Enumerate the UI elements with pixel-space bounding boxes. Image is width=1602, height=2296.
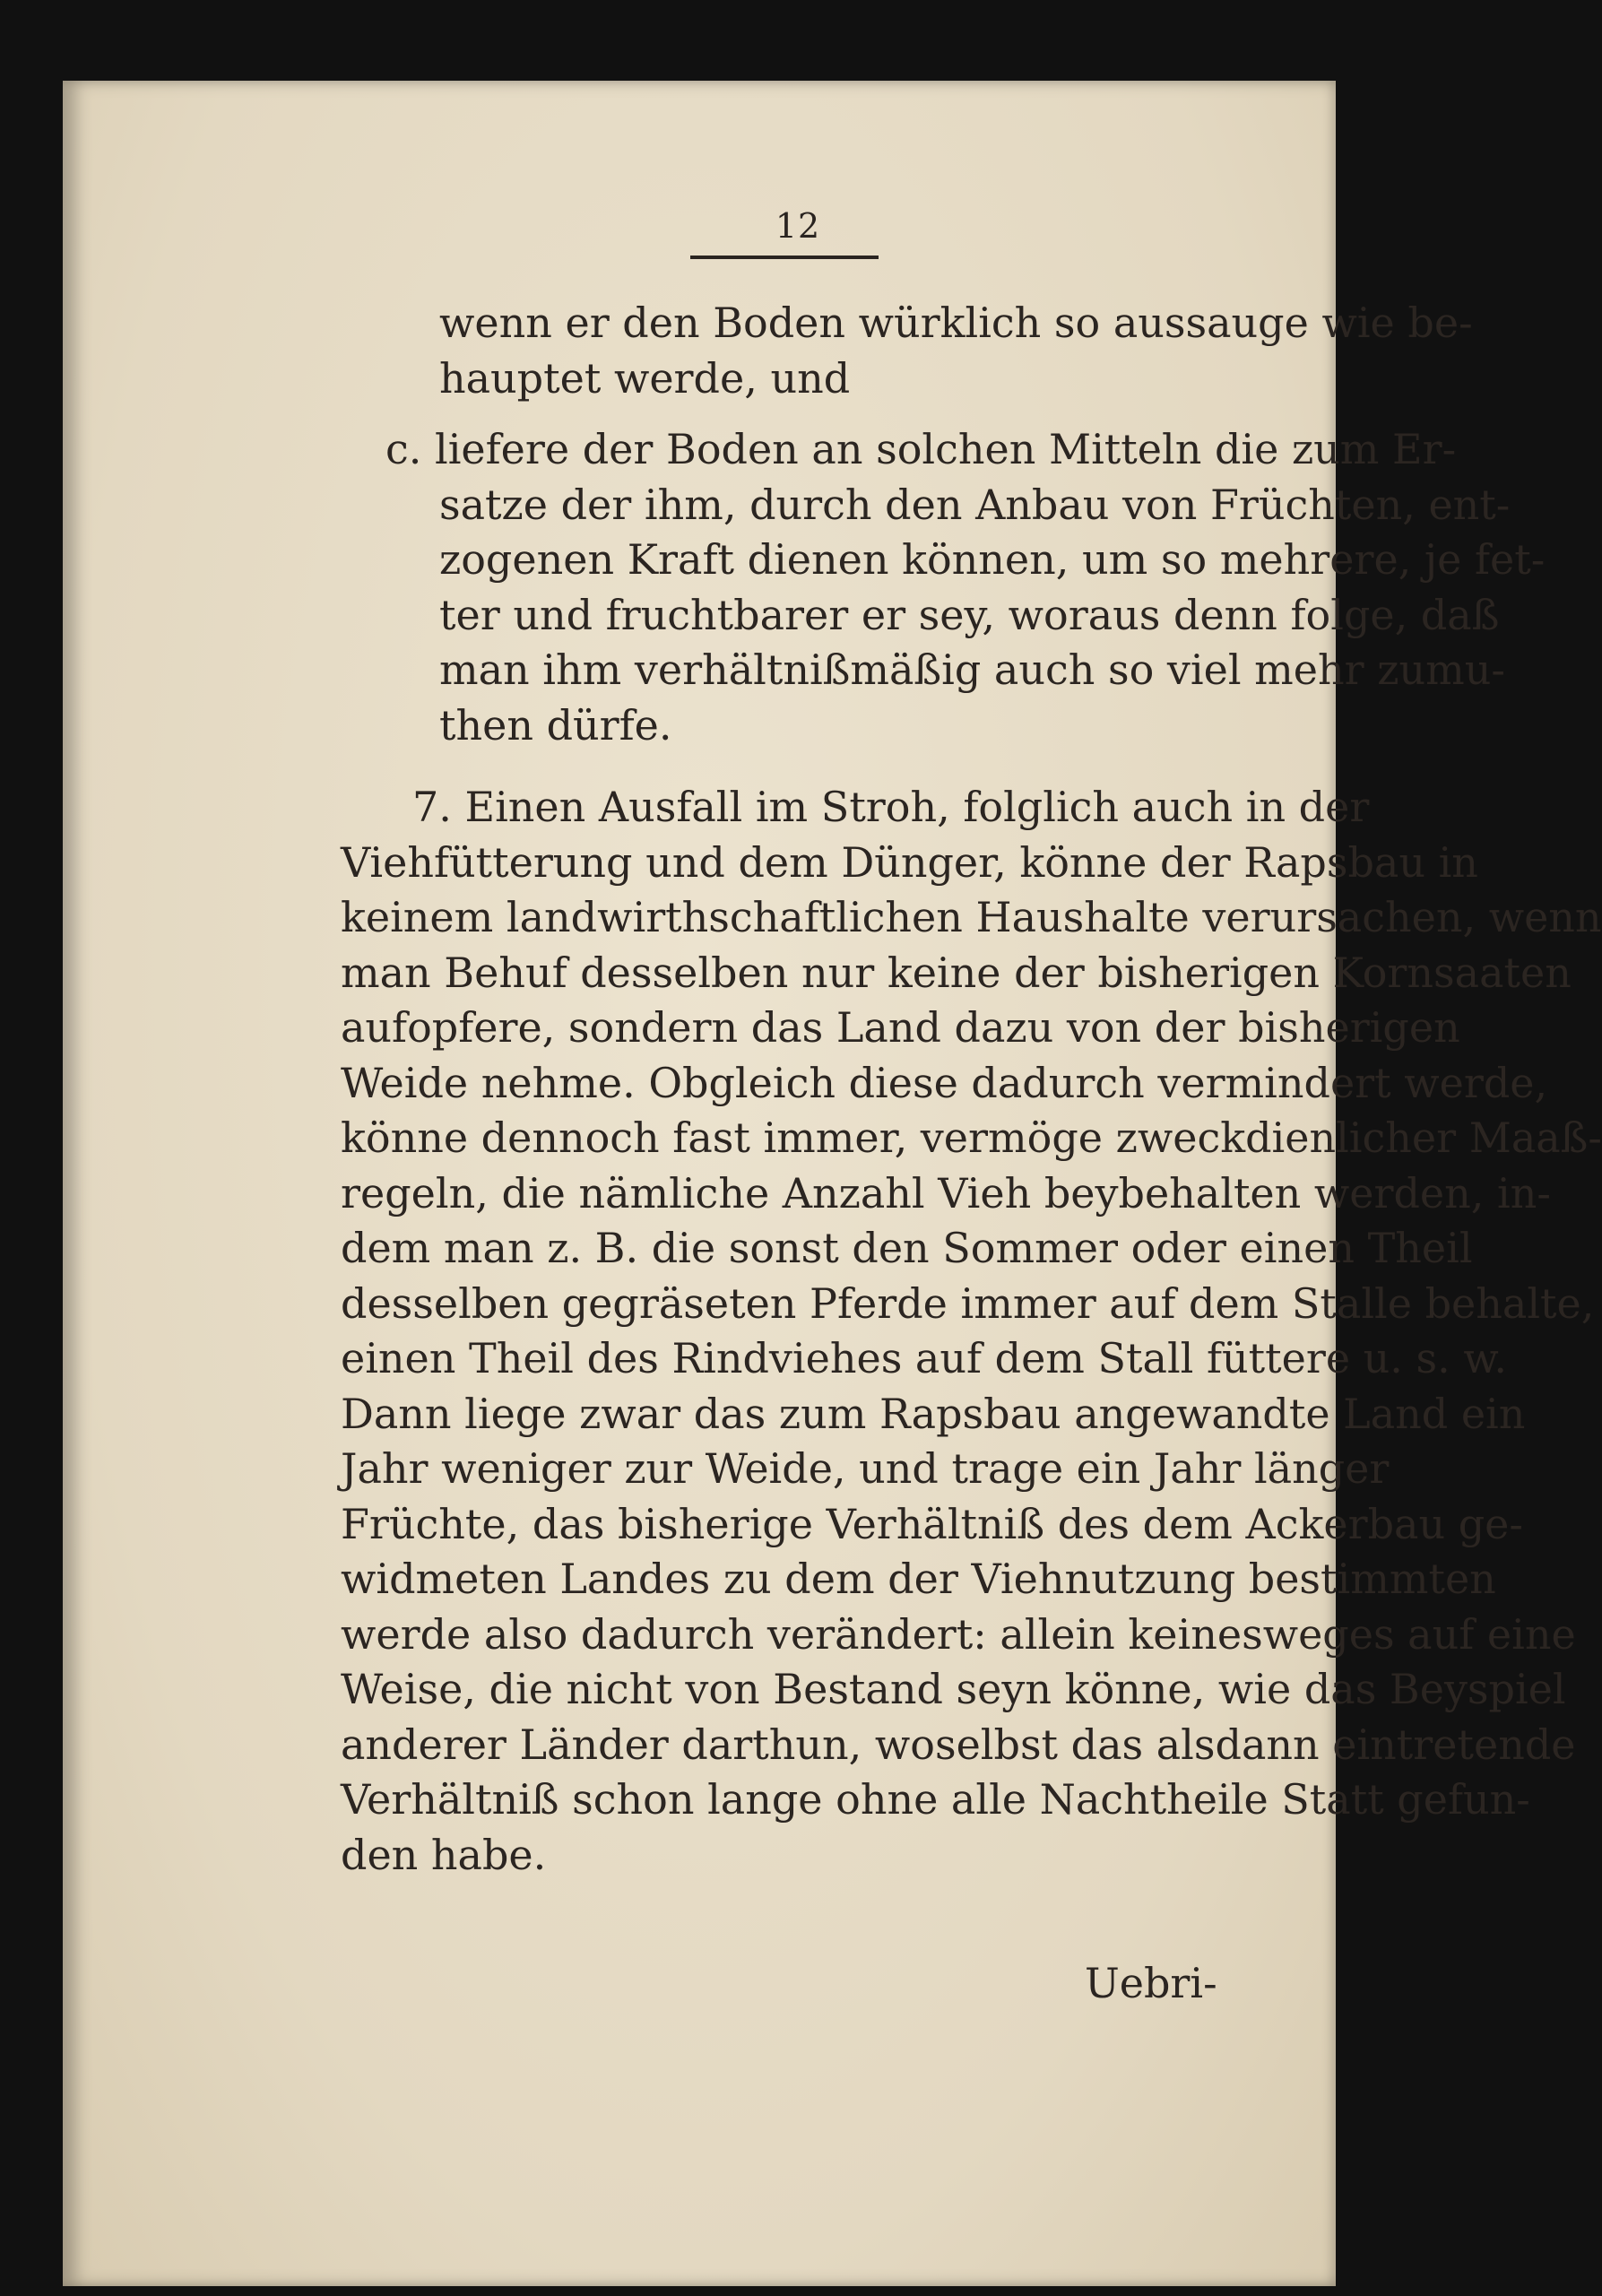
text-line: werde also dadurch verändert: allein keinesweges auf eine	[341, 1609, 1576, 1659]
text-line: keinem landwirthschaftlichen Haushalte verursachen, wenn	[341, 893, 1602, 941]
header-rule	[690, 256, 879, 259]
page-number: 12	[775, 206, 821, 246]
text-line: Weise, die nicht von Bestand seyn könne, wie das Beyspiel	[341, 1665, 1566, 1713]
text-line: c. liefere der Boden an solchen Mitteln die zum Er-	[385, 425, 1457, 473]
text-line: Viehfütterung und dem Dünger, könne der Rapsbau in	[341, 837, 1478, 887]
text-line: man ihm verhältnißmäßig auch so viel mehr zumu-	[439, 645, 1505, 694]
text-line: den habe.	[341, 1830, 547, 1879]
text-line: aufopfere, sondern das Land dazu von der bisherigen	[341, 1003, 1460, 1052]
text-line: dem man z. B. die sonst den Sommer oder einen Theil	[341, 1224, 1473, 1272]
text-line: Weide nehme. Obgleich diese dadurch vermindert werde,	[341, 1058, 1548, 1107]
book-page	[63, 81, 1602, 2286]
text-line: könne dennoch fast immer, vermöge zweckdienlicher Maaß-	[341, 1113, 1602, 1162]
text-line: 7. Einen Ausfall im Stroh, folglich auch in der	[412, 783, 1370, 831]
text-line: hauptet werde, und	[439, 353, 851, 403]
text-line: then dürfe.	[439, 700, 672, 749]
text-line: Verhältniß schon lange ohne alle Nachtheile Statt gefun-	[341, 1775, 1530, 1824]
text-line: ter und fruchtbarer er sey, woraus denn folge, daß	[439, 590, 1500, 639]
text-line: zogenen Kraft dienen können, um so mehrere, je fet-	[439, 535, 1546, 584]
text-line: man Behuf desselben nur keine der bisherigen Kornsaaten	[341, 948, 1572, 997]
text-line: regeln, die nämliche Anzahl Vieh beybehalten werden, in-	[341, 1168, 1551, 1217]
text-line: desselben gegräseten Pferde immer auf dem Stalle behalte,	[341, 1278, 1595, 1328]
text-line: widmeten Landes zu dem der Viehnutzung bestimmten	[341, 1555, 1496, 1603]
text-line: satze der ihm, durch den Anbau von Früchten, ent-	[439, 480, 1511, 529]
body-text	[269, 296, 1602, 1883]
text-line: wenn er den Boden würklich so aussauge wie be-	[439, 299, 1473, 347]
text-line: anderer Länder darthun, woselbst das alsdann eintretende	[341, 1720, 1576, 1769]
text-line: Dann liege zwar das zum Rapsbau angewandte Land ein	[341, 1389, 1526, 1438]
text-line: Jahr weniger zur Weide, und trage ein Jahr länger	[341, 1444, 1390, 1493]
text-line: Früchte, das bisherige Verhältniß des dem Ackerbau ge-	[341, 1499, 1523, 1548]
text-line: einen Theil des Rindviehes auf dem Stall füttere u. s. w.	[341, 1334, 1507, 1382]
catchword: Uebri-	[1085, 1959, 1217, 2007]
